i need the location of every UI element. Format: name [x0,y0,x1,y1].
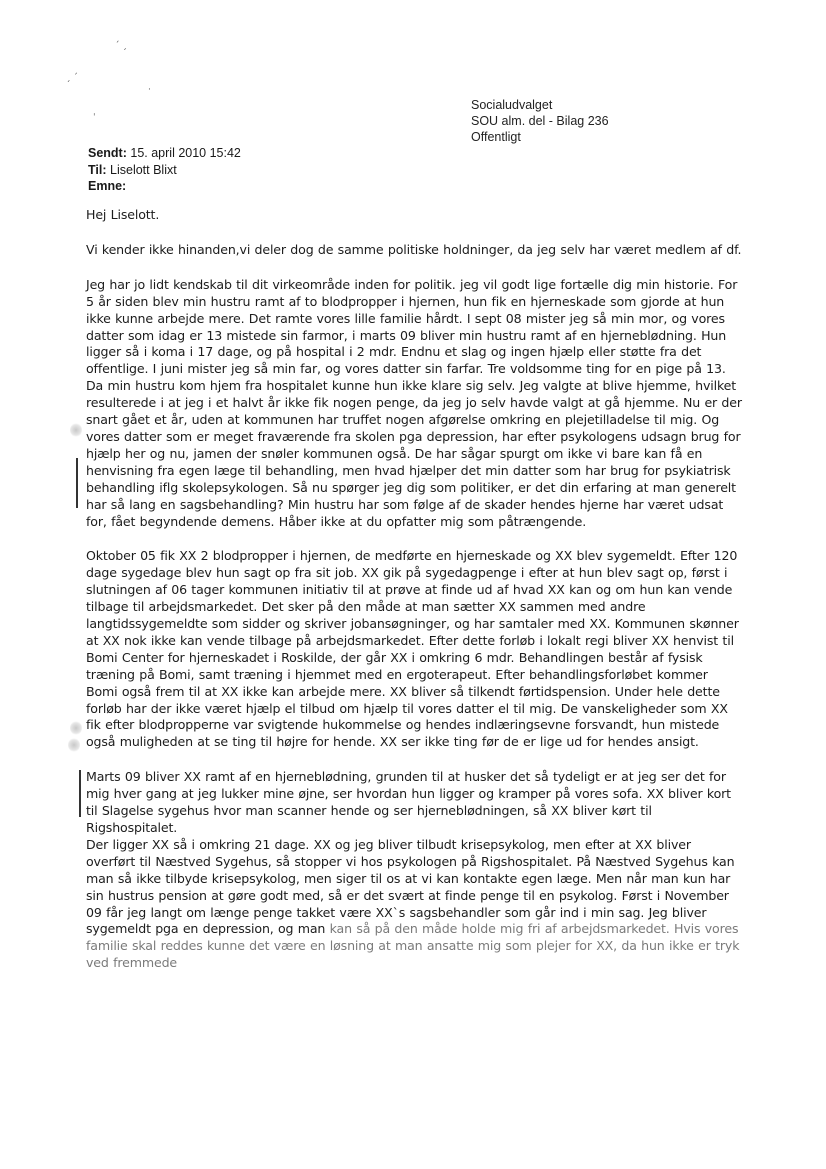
letter-greeting: Hej Liselott. [86,207,160,222]
sent-value: 15. april 2010 15:42 [130,146,241,160]
sent-row [88,145,241,162]
to-label: Til: [88,162,107,177]
letter-paragraph [86,837,742,972]
to-value: Liselott Blixt [110,162,177,177]
letter-paragraph: Oktober 05 fik XX 2 blodpropper i hjernen, de medførte en hjerneskade og XX blev sygemeldt. Efter 120 dage sygedage blev hun sagt op fra sit job. XX gik på sygedagpenge i efter at hun blev sagt op, først i slutningen af 06 tager kommunen initiativ til at prøve at finde ud af hvad XX kan og om hun kan vende tilbage til arbejdsmarkedet. Det sker på den måde at man sætter XX sammen med andre langtidssygemeldte som sidder og skriver jobansøgninger, og har samtaler med XX. Kommunen skønner at XX nok ikke kan vende tilbage på arbejdsmarkedet. Efter dette forløb i lokalt regi bliver XX henvist til Bomi Center for hjerneskadet i Roskilde, der går XX i omkring 6 mdr. Behandlingen består af fysisk træning på Bomi, samt træning i hjemmet med en ergoterapeut. Efter behandlingsforløbet kommer Bomi også frem til at XX ikke kan arbejde mere. XX bliver så tilkendt førtidspension. Under hele dette forløb har der ikke været hjælp el tilbud om hjælp til vores datter el til mig. De vanskeligheder som XX fik efter blodpropperne var svigtende hukommelse og hendes indlæringsevne forsvandt, hun mistede også muligheden at se ting til højre for hende. XX ser ikke ting før de er lige ud for hendes ansigt. [86,548,739,750]
margin-bar [79,770,81,817]
sent-label: Sendt: [88,146,127,160]
scan-speck: ˏ ˊ [66,73,78,83]
subject-label: Emne: [88,179,127,193]
letter-paragraph: Vi kender ikke hinanden,vi deler dog de samme politiske holdninger, da jeg selv har været medlem af df. [86,241,742,257]
email-header [88,145,241,195]
to-row [88,162,241,179]
margin-blot [70,721,82,735]
letter-paragraph-text: Der ligger XX så i omkring 21 dage. XX og jeg bliver tilbudt krisepsykolog, men efter at XX bliver overført til Næstved Sygehus, så stopper vi hos psykologen på Rigshospitalet. På Næstved Sygehus kan man så ikke tilbyde krisepsykolog, men siger til os at vi kan kontakte egen læge. Men når man kun har sin hustrus pension at gøre godt med, så er det svært at finde penge til en psykolog. Først i November 09 får jeg langt om længe penge takket være XX`s sagsbehandler som går ind i min sag. Jeg bliver sygemeldt pga en depression, og man [86,836,735,937]
margin-blot [68,738,80,752]
scan-speck: ˈ [93,113,96,123]
margin-blot [70,423,82,437]
registry-stamp [471,97,609,145]
stamp-status: Offentligt [471,130,521,144]
scan-speck: · [148,85,151,95]
margin-bar [76,458,78,508]
letter-paragraph-faded-text: kan så på den måde holde mig fri af arbejdsmarkedet. Hvis vores familie skal reddes kunne det være en løsning at man ansatte mig som plejer for XX, da hun ikke er tryk ved fremmede [86,921,740,971]
letter-paragraph: Marts 09 bliver XX ramt af en hjerneblødning, grunden til at husker det så tydeligt er at jeg ser det for mig hver gang at jeg lukker mine øjne, ser hvordan hun ligger og kramper på vores sofa. XX bliver kort til Slagelse sygehus hvor man scanner hende og ser hjerneblødningen, så XX bliver kørt til Rigshospitalet. [86,769,731,835]
scan-speck: ˊ ˏ [115,41,127,51]
stamp-committee: Socialudvalget [471,98,553,112]
letter-paragraph: Jeg har jo lidt kendskab til dit virkeområde inden for politik. jeg vil godt lige fortælle dig min historie. For 5 år siden blev min hustru ramt af to blodpropper i hjernen, hun fik en hjerneskade som gjorde at hun ikke kunne arbejde mere. Det ramte vores lille familie hårdt. I sept 08 mister jeg så min mor, og vores datter som idag er 13 mistede sin farmor, i marts 09 bliver min hustru ramt af en hjerneblødning. Hun ligger så i koma i 17 dage, og på hospital i 2 mdr. Endnu et slag og ingen hjælp eller støtte fra det offentlige. I juni mister jeg så min far, og vores datter sin farfar. Tre voldsomme ting for en pige på 13. Da min hustru kom hjem fra hospitalet kunne hun ikke klare sig selv. Jeg valgte at blive hjemme, hvilket resulterede i at jeg i et halvt år ikke fik nogen penge, da jeg jo selv havde valgt at gå hjemme. Nu er der snart gået et år, uden at kommunen har truffet nogen afgørelse omkring en plejetilladelse til mig. Og vores datter som er meget fraværende fra skolen pga depression, har efter psykologens udsagn brug for hjælp her og nu, jamen der snøler kommunen også. De har sågar spurgt om ikke vi bare kan få en henvisning fra egen læge til behandling, men hvad hjælper det min datter som har brug for psykiatrisk behandling iflg skolepsykologen. Så nu spørger jeg dig som politiker, er det din erfaring at man generelt har så lang en sagsbehandling? Min hustru har som følge af de skader hendes hjerne har været udsat for, fået begyndende demens. Håber ikke at du opfatter mig som påtrængende. [86,276,742,529]
subject-row [88,178,241,195]
letter-body [86,207,742,972]
stamp-reference: SOU alm. del - Bilag 236 [471,114,609,128]
